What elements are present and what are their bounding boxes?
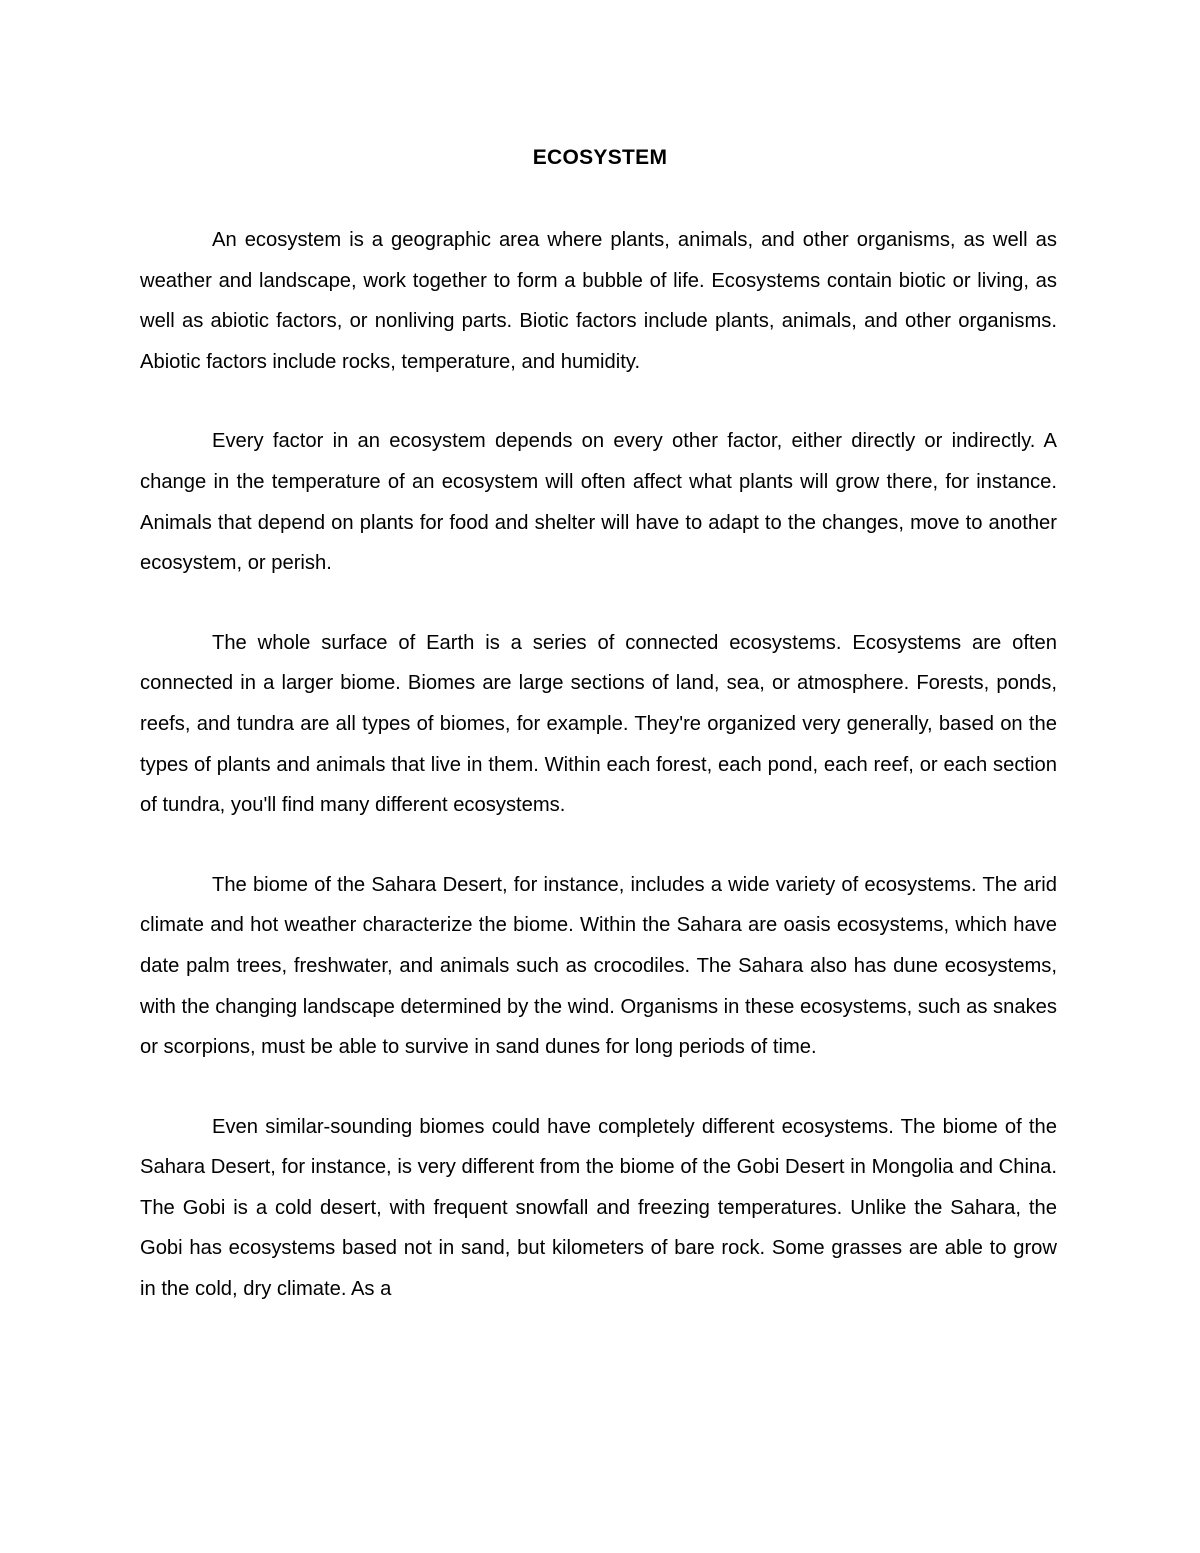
paragraph-3: The whole surface of Earth is a series of connected ecosystems. Ecosystems are often connected in a larger biome. Biomes are large sections of land, sea, or atmosphere. Forests, ponds, reefs, and tundra are all types of biomes, for example. They're organized very generally, based on the types of plants and animals that live in them. Within each forest, each pond, each reef, or each section of tundra, you'll find many different ecosystems.: [140, 631, 1057, 817]
paragraph-5: Even similar-sounding biomes could have completely different ecosystems. The biome of the Sahara Desert, for instance, is very different from the biome of the Gobi Desert in Mongolia and China. The Gobi is a cold desert, with frequent snowfall and freezing temperatures. Unlike the Sahara, the Gobi has ecosystems based not in sand, but kilometers of bare rock. Some grasses are able to grow in the cold, dry climate. As a: [140, 1115, 1057, 1301]
paragraph-4: The biome of the Sahara Desert, for instance, includes a wide variety of ecosystems. The arid climate and hot weather characterize the biome. Within the Sahara are oasis ecosystems, which have date palm trees, freshwater, and animals such as crocodiles. The Sahara also has dune ecosystems, with the changing landscape determined by the wind. Organisms in these ecosystems, such as snakes or scorpions, must be able to survive in sand dunes for long periods of time.: [140, 873, 1057, 1059]
document-body: [140, 220, 1057, 1349]
paragraph-1: An ecosystem is a geographic area where plants, animals, and other organisms, as well as weather and landscape, work together to form a bubble of life. Ecosystems contain biotic or living, as well as abiotic factors, or nonliving parts. Biotic factors include plants, animals, and other organisms. Abiotic factors include rocks, temperature, and humidity.: [140, 229, 1057, 373]
document-title: ECOSYSTEM: [532, 146, 668, 169]
paragraph-2: Every factor in an ecosystem depends on every other factor, either directly or indirectly. A change in the temperature of an ecosystem will often affect what plants will grow there, for instance. Animals that depend on plants for food and shelter will have to adapt to the changes, move to another ecosystem, or perish.: [140, 430, 1057, 575]
